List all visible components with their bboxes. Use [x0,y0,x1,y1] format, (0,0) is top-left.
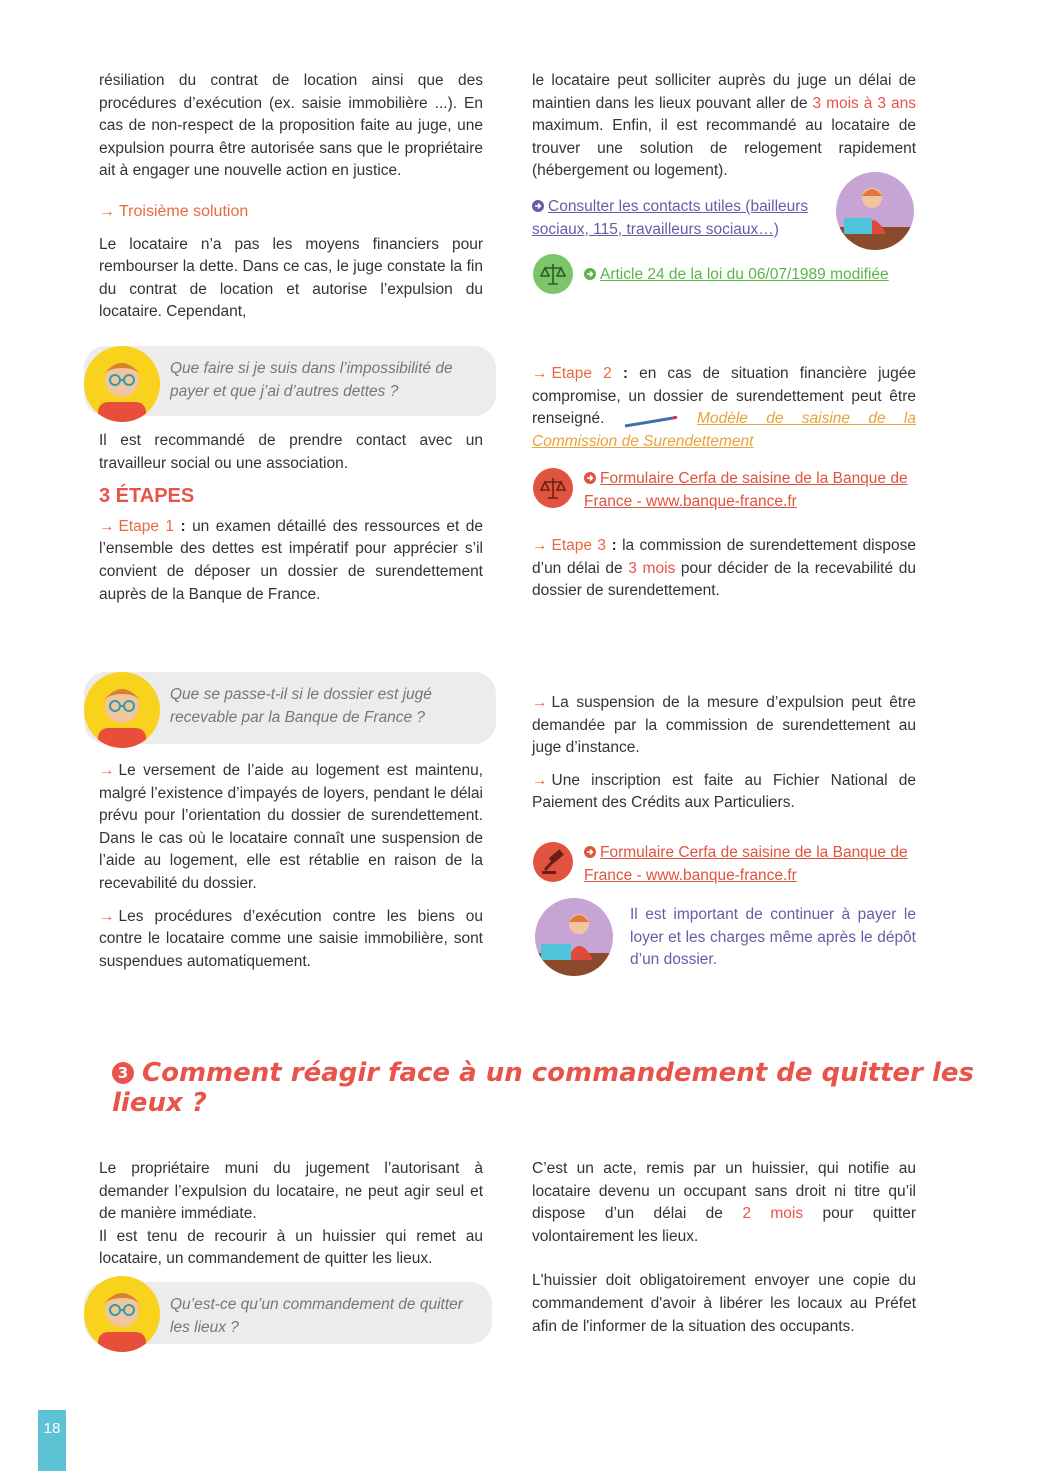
arrow-circle-icon [584,268,596,280]
paragraph: Il est recommandé de prendre contact avec un travailleur social ou une association. [99,432,483,472]
contacts-link[interactable]: Consulter les contacts utiles (bailleurs sociaux, 115, travailleurs sociaux…) [532,198,809,238]
paragraph: Le locataire n’a pas les moyens financiers pour rembourser la dette. Dans ce cas, le juge constate la fin du contrat de location et autorise l’expulsion du locataire. Cependant, [99,235,483,321]
law-link[interactable]: Article 24 de la loi du 06/07/1989 modifiée [584,266,889,283]
right-bottom-column [532,1158,916,1348]
note [630,904,916,982]
operator-illustration [836,172,914,250]
left-bottom-column [99,1158,483,1281]
avatar [84,1276,160,1352]
arrow-icon: → [99,517,115,535]
cerfa-link-row-2[interactable] [584,842,918,887]
page-number: 18 [38,1410,66,1471]
paragraph: → Une inscription est faite au Fichier National de Paiement des Crédits aux Particuliers. [532,771,916,812]
cerfa-link[interactable]: Formulaire Cerfa de saisine de la Banque de France - www.banque-france.fr [584,844,908,884]
saisine-model-link[interactable]: Modèle de saisine de la Commission de Surendettement [532,410,916,450]
cerfa-link-row[interactable] [584,468,918,513]
etape1-paragraph: → Etape 1 : un examen détaillé des ressources et de l’ensemble des dettes est impératif pour apprécier s’il convient de déposer un dossier de surendettement auprès de la Banque de France. [99,517,484,603]
man-with-glasses-icon [84,346,160,422]
arrow-icon: → [532,365,548,382]
avatar [84,346,160,422]
paragraph: le locataire peut solliciter auprès du juge un délai de maintien dans les lieux pouvant aller de 3 mois à 3 ans maximum. Enfin, il est recommandé au locataire de trouver une solution de relogement rapidement (hébergement ou logement). [532,72,916,180]
paragraph: résiliation du contrat de location ainsi que des procédures d’exécution (ex. saisie immobilière ...). En cas de non-respect de la proposition faite au juge, une expulsion pourra être autorisée sans que le propriétaire ait à engager une nouvelle action en justice. [99,72,483,180]
arrow-icon: → [99,762,115,779]
subheading: → Troisième solution [99,202,249,220]
cerfa-link[interactable]: Formulaire Cerfa de saisine de la Banque de France - www.banque-france.fr [584,470,908,510]
etape3-block [532,535,916,613]
law-scale-icon [533,254,573,294]
question-text: Que se passe-t-il si le dossier est jugé recevable par la Banque de France ? [170,686,432,726]
paragraph: Il est tenu de recourir à un huissier qui remet au locataire, un commandement de quitter les lieux. [99,1227,483,1268]
section-title: 3 Comment réagir face à un commandement de quitter les lieux ? [112,1058,974,1118]
question-text: Qu’est-ce qu’un commandement de quitter les lieux ? [170,1296,463,1336]
pen-icon [623,413,679,425]
arrow-circle-icon [532,200,544,212]
paragraph: → Les procédures d’exécution contre les biens ou contre le locataire comme une saisie immobilière, sont suspendues automatiquement. [99,907,483,970]
section-number: 3 [112,1062,134,1084]
paragraph: C’est un acte, remis par un huissier, qui notifie au locataire devenu un occupant sans droit ni titre qu’il dispose d’un délai de 2 mois pour quitter volontairement les lieux. [532,1160,917,1245]
left-mid-column [99,430,483,616]
right-mid-column [532,363,916,463]
note-text: Il est important de continuer à payer le loyer et les charges même après le dépôt d’un dossier. [630,906,916,969]
arrow-icon: → [532,537,548,554]
question-bubble [84,672,496,744]
headset-woman-icon [836,172,914,250]
contacts-link-row[interactable] [532,196,822,241]
law-scale-icon [533,468,573,508]
arrow-circle-icon [584,472,596,484]
paragraph: Le propriétaire muni du jugement l’autorisant à demander l’expulsion du locataire, ne peut agir seul et de manière immédiate. [99,1160,483,1223]
question-bubble [84,1282,492,1344]
arrow-icon: → [99,907,115,925]
steps-heading: 3 ÉTAPES [99,485,195,508]
man-with-glasses-icon [84,672,160,748]
etape3-paragraph: → Etape 3 : la commission de surendettement dispose d’un délai de 3 mois pour décider de la recevabilité du dossier de surendettement. [532,537,916,600]
arrow-icon: → [99,202,115,220]
operator-illustration [535,898,613,976]
left-low-column [99,760,483,983]
arrow-icon: → [532,771,548,789]
arrow-circle-icon [584,846,596,858]
right-low-column [532,692,916,825]
avatar [84,672,160,748]
law-link-row[interactable] [584,264,924,287]
headset-woman-icon [535,898,613,976]
paragraph: L'huissier doit obligatoirement envoyer une copie du commandement d'avoir à libérer les locaux au Préfet afin de l'informer de la situation des occupants. [532,1272,916,1335]
man-with-glasses-icon [84,1276,160,1352]
etape2-paragraph: → Etape 2 : en cas de situation financière jugée compromise, un dossier de surendettement peut être renseigné. Modèle de saisine de la Commission de Surendettement [532,365,916,450]
paragraph: → Le versement de l’aide au logement est maintenu, malgré l’existence d’impayés de loyers, pendant le délai prévu pour l’orientation du dossier de surendettement. Dans le cas où le locataire connaît une suspension de l’aide au logement, elle est rétablie en raison de la recevabilité du dossier. [99,762,483,892]
question-text: Que faire si je suis dans l’impossibilité de payer et que j’ai d’autres dettes ? [170,360,453,400]
gavel-icon [533,842,573,882]
question-bubble [84,346,496,416]
left-top-column [99,70,483,334]
arrow-icon: → [532,694,548,711]
paragraph: → La suspension de la mesure d’expulsion peut être demandée par la commission de surendettement au juge d’instance. [532,694,916,757]
